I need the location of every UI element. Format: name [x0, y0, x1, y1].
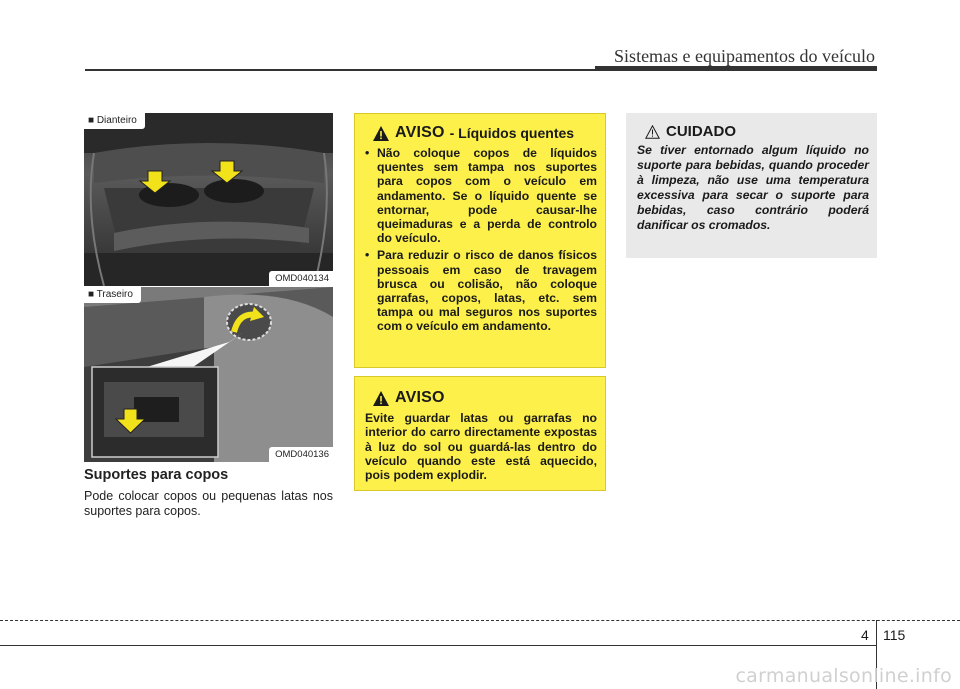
warning-title: AVISO: [395, 389, 445, 406]
caution-triangle-icon: [645, 125, 660, 139]
front-photo-label: ■ Dianteiro: [84, 113, 145, 129]
rear-photo-label: ■ Traseiro: [84, 287, 141, 303]
watermark: carmanualsonline.info: [735, 665, 952, 687]
caution-title: CUIDADO: [666, 123, 736, 140]
warning-title: AVISO: [395, 124, 445, 141]
footer-rule-dashed: [0, 620, 960, 621]
section-body: Pode colocar copos ou pequenas latas nos suportes para copos.: [84, 489, 333, 518]
caution-text: Se tiver entornado algum líquido no suporte para bebidas, quando proceder à limpeza, não use uma temperatura excessiva para secar o suporte para bebidas, caso contrário poderá danificar os cromados.: [637, 143, 869, 232]
warning-triangle-icon: [373, 391, 389, 406]
front-cupholder-photo: [84, 113, 333, 286]
rear-photo-code: OMD040136: [269, 447, 333, 462]
warning-item: • Para reduzir o risco de danos físicos pessoais em caso de travagem brusca ou colisão, não coloque garrafas, copos, latas, etc. sem tampa ou mal seguros nos suportes com o veículo em andamento.: [365, 248, 597, 333]
chapter-number: 4: [861, 627, 869, 643]
header-rule-accent: [595, 66, 877, 71]
caution-box: [626, 113, 877, 258]
front-cupholder-illustration: [84, 113, 333, 286]
warning-cans-bottles: [354, 376, 606, 491]
warning-text: Evite guardar latas ou garrafas no interior do carro directamente expostas à luz do sol ou guardá-las dentro do veículo quando este está aquecido, pois podem explodir.: [365, 411, 597, 483]
rear-cupholder-photo: [84, 287, 333, 462]
footer-rule: [0, 645, 876, 646]
warning-triangle-icon: [373, 126, 389, 141]
page-number: 115: [883, 627, 906, 643]
rear-cupholder-illustration: [84, 287, 333, 462]
warning-subtitle: - Líquidos quentes: [449, 125, 575, 141]
warning-hot-liquids: [354, 113, 606, 368]
section-heading: Suportes para copos: [84, 467, 229, 483]
front-photo-code: OMD040134: [269, 271, 333, 286]
page-header-title: Sistemas e equipamentos do veículo: [614, 46, 875, 66]
warning-item: • Não coloque copos de líquidos quentes sem tampa nos suportes para copos com o veículo em andamento. Se o líquido quente se entornar, pode causar-lhe queimaduras e a perda de controlo do veículo.: [365, 146, 597, 245]
